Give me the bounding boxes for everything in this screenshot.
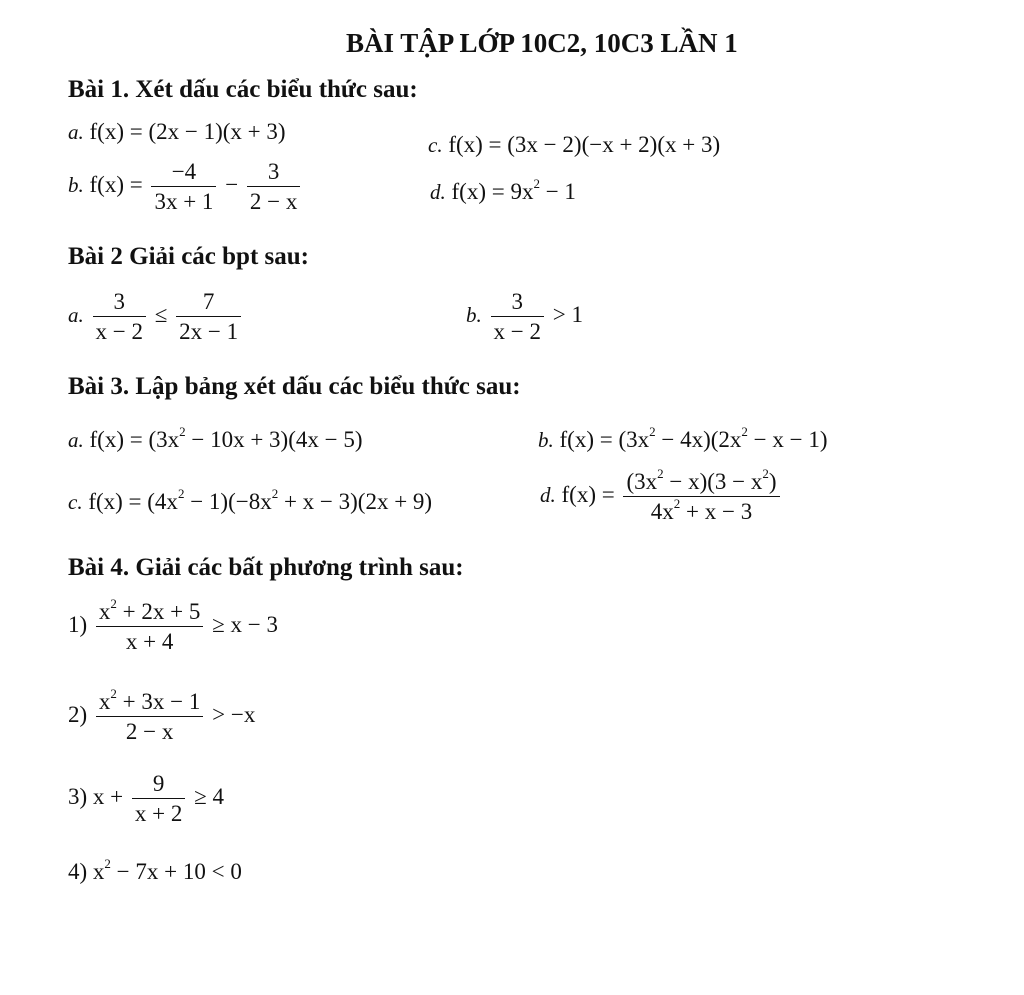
item-label: b. xyxy=(466,302,482,327)
bai4-heading: Bài 4. Giải các bất phương trình sau: xyxy=(68,554,464,581)
bai1-item-d xyxy=(430,176,576,204)
bai4-item-2 xyxy=(68,686,256,744)
bai4-item-1 xyxy=(68,596,278,654)
item-label: 3) xyxy=(68,783,88,809)
denominator: x + 4 xyxy=(125,629,174,654)
item-label: 2) xyxy=(68,701,88,727)
numerator: 3 xyxy=(93,290,146,317)
numerator: $x^2 + 3x - 1$ xyxy=(96,690,203,717)
numerator: 3 xyxy=(247,160,300,187)
bai3-heading: Bài 3. Lập bảng xét dấu các biểu thức sau: xyxy=(68,373,521,400)
fraction xyxy=(623,466,779,524)
denominator: $4x^2 + x - 3$ xyxy=(650,496,753,524)
fraction xyxy=(491,290,544,343)
operator: ≤ xyxy=(154,301,168,327)
bai2-item-b xyxy=(466,290,583,343)
bai3-item-a xyxy=(68,424,363,452)
item-label: b. xyxy=(538,428,554,452)
expression: f(x) = (2x − 1)(x + 3) xyxy=(89,119,286,144)
lhs: x + xyxy=(92,783,124,809)
bai1-heading: Bài 1. Xét dấu các biểu thức sau: xyxy=(68,76,418,103)
bai3-item-b xyxy=(538,424,828,452)
item-label: d. xyxy=(430,180,446,204)
rhs: ≥ 4 xyxy=(194,783,225,809)
numerator: 7 xyxy=(176,290,241,317)
expression: $f(x) = 9x^2 - 1$ xyxy=(451,176,576,204)
item-label: a. xyxy=(68,428,84,452)
item-label: b. xyxy=(68,172,84,197)
bai4-item-3 xyxy=(68,772,224,825)
rhs: ≥ x − 3 xyxy=(212,611,278,637)
item-label: 4) xyxy=(68,859,88,884)
numerator: −4 xyxy=(151,160,216,187)
item-label: d. xyxy=(540,482,556,507)
bai2-heading: Bài 2 Giải các bpt sau: xyxy=(68,243,309,270)
item-label: a. xyxy=(68,120,84,144)
fraction xyxy=(96,596,203,654)
numerator: $x^2 + 2x + 5$ xyxy=(96,600,203,627)
rhs: > 1 xyxy=(552,301,583,327)
denominator: x + 2 xyxy=(134,801,183,826)
bai4-item-4 xyxy=(68,856,242,884)
item-label: c. xyxy=(68,490,83,514)
operator: − xyxy=(225,171,239,197)
expression-prefix: f(x) = xyxy=(561,481,615,507)
numerator: 9 xyxy=(132,772,185,799)
page-title: BÀI TẬP LỚP 10C2, 10C3 LẦN 1 xyxy=(346,28,738,58)
item-label: 1) xyxy=(68,611,88,637)
expression: $f(x) = (4x^2 - 1)(-8x^2 + x - 3)(2x + 9)$ xyxy=(88,486,433,514)
bai1-item-a xyxy=(68,120,286,143)
fraction xyxy=(247,160,300,213)
fraction xyxy=(176,290,241,343)
denominator: 2x − 1 xyxy=(179,319,239,344)
denominator: 2 − x xyxy=(249,189,298,214)
item-label: c. xyxy=(428,133,443,157)
numerator: $(3x^2 - x)(3 - x^2)$ xyxy=(623,470,779,497)
numerator: 3 xyxy=(491,290,544,317)
bai2-item-a xyxy=(68,290,244,343)
bai3-item-d xyxy=(540,466,783,524)
expression-prefix: f(x) = xyxy=(89,171,143,197)
item-label: a. xyxy=(68,302,84,327)
denominator: 2 − x xyxy=(125,719,174,744)
bai1-item-c xyxy=(428,133,720,156)
expression: f(x) = (3x − 2)(−x + 2)(x + 3) xyxy=(448,132,721,157)
rhs: > −x xyxy=(212,701,256,727)
fraction xyxy=(132,772,185,825)
fraction xyxy=(93,290,146,343)
denominator: 3x + 1 xyxy=(154,189,214,214)
bai3-item-c xyxy=(68,486,433,514)
fraction xyxy=(96,686,203,744)
bai1-item-b xyxy=(68,160,303,213)
expression: $f(x) = (3x^2 - 4x)(2x^2 - x - 1)$ xyxy=(559,424,828,452)
expression: $x^2 - 7x + 10 < 0$ xyxy=(92,856,242,884)
denominator: x − 2 xyxy=(493,319,541,344)
expression: $f(x) = (3x^2 - 10x + 3)(4x - 5)$ xyxy=(89,424,363,452)
denominator: x − 2 xyxy=(95,319,143,344)
fraction xyxy=(151,160,216,213)
